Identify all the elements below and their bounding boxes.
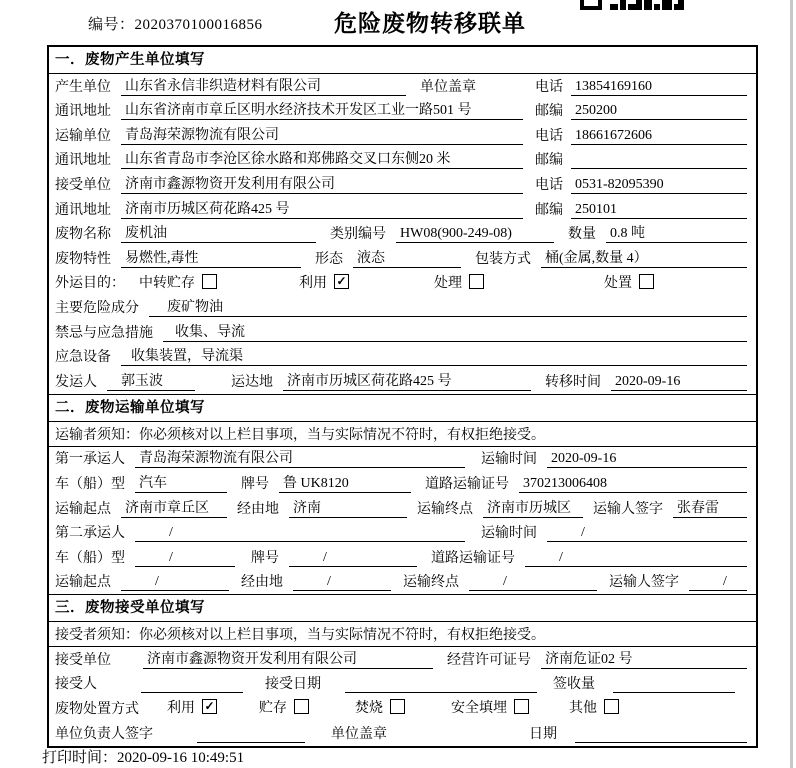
transport-time-2-label: 运输时间 <box>481 526 537 542</box>
carrier-sign-1-value: 张春雷 <box>673 497 747 518</box>
option-disposal-utilize: 利用 ✓ <box>167 697 217 717</box>
checkbox-treat-icon <box>469 274 484 289</box>
producer-postcode-value: 250200 <box>571 103 747 120</box>
receiver-postcode-label: 邮编 <box>535 202 563 218</box>
receiver-seal-label: 单位盖章 <box>331 726 387 742</box>
accept-date-label: 接受日期 <box>265 677 321 693</box>
plate-2-label: 牌号 <box>251 550 279 566</box>
vehicle-type-2-label: 车（船）型 <box>55 550 125 566</box>
plate-1-value: 鲁 UK8120 <box>279 472 411 493</box>
row-transporter-unit <box>49 123 756 148</box>
transfer-purpose-label: 外运目的： <box>55 276 125 292</box>
transporter-phone-value: 18661672606 <box>571 128 747 145</box>
vehicle-type-1-value: 汽车 <box>135 472 227 493</box>
via-1-label: 经由地 <box>237 501 279 517</box>
row-first-carrier <box>49 447 756 472</box>
vehicle-type-2-value: / <box>135 550 235 567</box>
transporter-unit-value: 青岛海荣源物流有限公司 <box>121 124 523 145</box>
row-producer-unit <box>49 74 756 99</box>
transfer-date-label: 转移时间 <box>545 374 601 390</box>
option-disposal-other: 其他 <box>569 697 619 717</box>
packaging-value: 桶(金属,数量 4） <box>541 247 747 268</box>
row-second-carrier <box>49 521 756 546</box>
waste-quantity-value: 0.8 吨 <box>606 222 747 243</box>
section-transport <box>49 394 756 595</box>
producer-address-label: 通讯地址 <box>55 104 111 120</box>
endpoint-2-label: 运输终点 <box>403 575 459 591</box>
transport-time-1-label: 运输时间 <box>481 452 537 468</box>
plate-2-value: / <box>289 550 417 567</box>
transporter-phone-label: 电话 <box>535 128 563 144</box>
seal-date-label: 日期 <box>529 726 557 742</box>
checkbox-utilize-checked-icon: ✓ <box>334 274 349 289</box>
seal-date-value <box>575 726 747 743</box>
emergency-measures-label: 禁忌与应急措施 <box>55 325 153 341</box>
transporter-postcode-value <box>571 152 747 169</box>
vehicle-type-1-label: 车（船）型 <box>55 476 125 492</box>
option-transit-storage: 中转贮存 <box>139 272 217 292</box>
checkbox-disposal-landfill-icon <box>514 699 529 714</box>
checkbox-dispose-icon <box>639 274 654 289</box>
producer-phone-label: 电话 <box>535 79 563 95</box>
row-hazard-components <box>49 295 756 320</box>
signed-quantity-value <box>613 676 735 693</box>
origin-1-label: 运输起点 <box>55 501 111 517</box>
endpoint-2-value: / <box>469 574 597 591</box>
section-transport-title: 二．废物运输单位填写 <box>49 395 756 422</box>
receiver-unit-label: 接受单位 <box>55 177 111 193</box>
accept-person-label: 接受人 <box>55 677 97 693</box>
road-permit-1-label: 道路运输证号 <box>425 476 509 492</box>
responsible-sign-label: 单位负责人签字 <box>55 726 153 742</box>
transporter-postcode-label: 邮编 <box>535 153 563 169</box>
checkbox-disposal-utilize-checked-icon: ✓ <box>202 699 217 714</box>
destination-label: 运达地 <box>231 374 273 390</box>
hazard-components-value: 废矿物油 <box>149 296 747 317</box>
receiver-address-label: 通讯地址 <box>55 202 111 218</box>
section-receiver <box>49 594 756 745</box>
carrier-sign-1-label: 运输人签字 <box>593 501 663 517</box>
receiver-phone-value: 0531-82095390 <box>571 177 747 194</box>
producer-phone-value: 13854169160 <box>571 79 747 96</box>
section-receiver-title: 三．废物接受单位填写 <box>49 595 756 622</box>
road-permit-2-label: 道路运输证号 <box>431 550 515 566</box>
row-waste-traits <box>49 246 756 271</box>
waste-traits-value: 易燃性,毒性 <box>121 247 301 268</box>
endpoint-1-value: 济南市历城区 <box>483 497 583 518</box>
first-carrier-label: 第一承运人 <box>55 452 125 468</box>
road-permit-2-value: / <box>525 550 747 567</box>
row-accept-person <box>49 672 756 697</box>
option-disposal-landfill: 安全填埋 <box>451 697 529 717</box>
shipper-value: 郭玉波 <box>107 370 195 391</box>
emergency-equipment-value: 收集装置，导流渠 <box>121 345 747 366</box>
waste-quantity-label: 数量 <box>568 227 596 243</box>
doc-number-value: 2020370100016856 <box>134 17 263 33</box>
transport-time-1-value: 2020-09-16 <box>547 451 747 468</box>
producer-unit-label: 产生单位 <box>55 79 111 95</box>
packaging-label: 包装方式 <box>475 251 531 267</box>
plate-1-label: 牌号 <box>241 476 269 492</box>
transporter-address-value: 山东省青岛市李沧区徐水路和郑佛路交叉口东侧20 米 <box>121 148 523 169</box>
waste-name-label: 废物名称 <box>55 227 111 243</box>
signed-quantity-label: 签收量 <box>553 677 595 693</box>
endpoint-1-label: 运输终点 <box>417 501 473 517</box>
responsible-sign-value <box>197 726 305 743</box>
row-receiver-address <box>49 197 756 222</box>
checkbox-disposal-storage-icon <box>294 699 309 714</box>
destination-value: 济南市历城区荷花路425 号 <box>283 370 531 391</box>
row-emergency-measures <box>49 320 756 345</box>
row-vehicle-2 <box>49 545 756 570</box>
section-producer-title: 一．废物产生单位填写 <box>49 47 756 74</box>
accept-unit-label: 接受单位 <box>55 652 111 668</box>
row-disposal-method <box>49 696 756 721</box>
row-waste-name <box>49 222 756 247</box>
disposal-method-label: 废物处置方式 <box>55 702 139 718</box>
option-dispose: 处置 <box>604 272 654 292</box>
transport-notice-text: 运输者须知：你必须核对以上栏目事项，当与实际情况不符时，有权拒绝接受。 <box>55 427 545 443</box>
option-disposal-incinerate: 焚烧 <box>355 697 405 717</box>
row-vehicle-1 <box>49 471 756 496</box>
row-transfer-purpose <box>49 271 756 296</box>
checkbox-disposal-incinerate-icon <box>390 699 405 714</box>
carrier-sign-2-value: / <box>689 574 747 591</box>
qr-code-fragment <box>580 0 690 10</box>
via-2-value: / <box>293 574 391 591</box>
row-responsible-sign <box>49 721 756 746</box>
origin-2-label: 运输起点 <box>55 575 111 591</box>
checkbox-disposal-other-icon <box>604 699 619 714</box>
first-carrier-value: 青岛海荣源物流有限公司 <box>135 447 465 468</box>
emergency-measures-value: 收集、导流 <box>163 321 747 342</box>
doc-title: 危险废物转移联单 <box>334 11 526 36</box>
second-carrier-label: 第二承运人 <box>55 526 125 542</box>
transport-notice <box>49 422 756 447</box>
transfer-date-value: 2020-09-16 <box>611 374 747 391</box>
row-receiver-unit <box>49 172 756 197</box>
section-producer <box>49 47 756 394</box>
origin-2-value: / <box>121 574 229 591</box>
receiver-phone-label: 电话 <box>535 177 563 193</box>
waste-category-label: 类别编号 <box>330 227 386 243</box>
print-time <box>42 746 244 767</box>
row-producer-address <box>49 99 756 124</box>
doc-number-label: 编号： <box>88 17 135 33</box>
manifest-form <box>47 45 758 748</box>
page-right-edge <box>790 0 793 768</box>
receiver-unit-value: 济南市鑫源物资开发利用有限公司 <box>121 173 523 194</box>
via-1-value: 济南 <box>289 497 407 518</box>
accept-person-value <box>141 676 243 693</box>
via-2-label: 经由地 <box>241 575 283 591</box>
carrier-sign-2-label: 运输人签字 <box>609 575 679 591</box>
accept-unit-value: 济南市鑫源物资开发利用有限公司 <box>143 648 433 669</box>
transport-time-2-value: / <box>547 525 747 542</box>
row-shipper <box>49 369 756 394</box>
option-disposal-storage: 贮存 <box>259 697 309 717</box>
receiver-postcode-value: 250101 <box>571 202 747 219</box>
emergency-equipment-label: 应急设备 <box>55 350 111 366</box>
road-permit-1-value: 370213006408 <box>519 476 747 493</box>
option-treat: 处理 <box>434 272 484 292</box>
row-emergency-equipment <box>49 345 756 370</box>
option-utilize: 利用 ✓ <box>299 272 349 292</box>
receiver-address-value: 济南市历城区荷花路425 号 <box>121 198 523 219</box>
receiver-notice-text: 接受者须知：你必须核对以上栏目事项，当与实际情况不符时，有权拒绝接受。 <box>55 628 545 644</box>
waste-form-value: 液态 <box>353 247 461 268</box>
waste-name-value: 废机油 <box>121 222 316 243</box>
row-accept-unit <box>49 647 756 672</box>
producer-unit-value: 山东省永信非织造材料有限公司 <box>121 75 406 96</box>
unit-seal-label: 单位盖章 <box>420 79 476 95</box>
producer-address-value: 山东省济南市章丘区明水经济技术开发区工业一路501 号 <box>121 99 523 120</box>
hazard-components-label: 主要危险成分 <box>55 300 139 316</box>
accept-date-value <box>345 676 537 693</box>
license-label: 经营许可证号 <box>447 652 531 668</box>
row-transporter-address <box>49 148 756 173</box>
origin-1-value: 济南市章丘区 <box>121 497 227 518</box>
row-route-1 <box>49 496 756 521</box>
transporter-unit-label: 运输单位 <box>55 128 111 144</box>
shipper-label: 发运人 <box>55 374 97 390</box>
second-carrier-value: / <box>135 525 465 542</box>
transporter-address-label: 通讯地址 <box>55 153 111 169</box>
waste-traits-label: 废物特性 <box>55 251 111 267</box>
row-route-2 <box>49 570 756 595</box>
document-header <box>0 0 796 45</box>
print-time-text: 打印时间：2020-09-16 10:49:51 <box>42 750 245 766</box>
checkbox-transit-storage-icon <box>202 274 217 289</box>
waste-form-label: 形态 <box>315 251 343 267</box>
license-value: 济南危证02 号 <box>541 648 747 669</box>
receiver-notice <box>49 622 756 647</box>
producer-postcode-label: 邮编 <box>535 104 563 120</box>
waste-category-value: HW08(900-249-08) <box>396 226 554 243</box>
